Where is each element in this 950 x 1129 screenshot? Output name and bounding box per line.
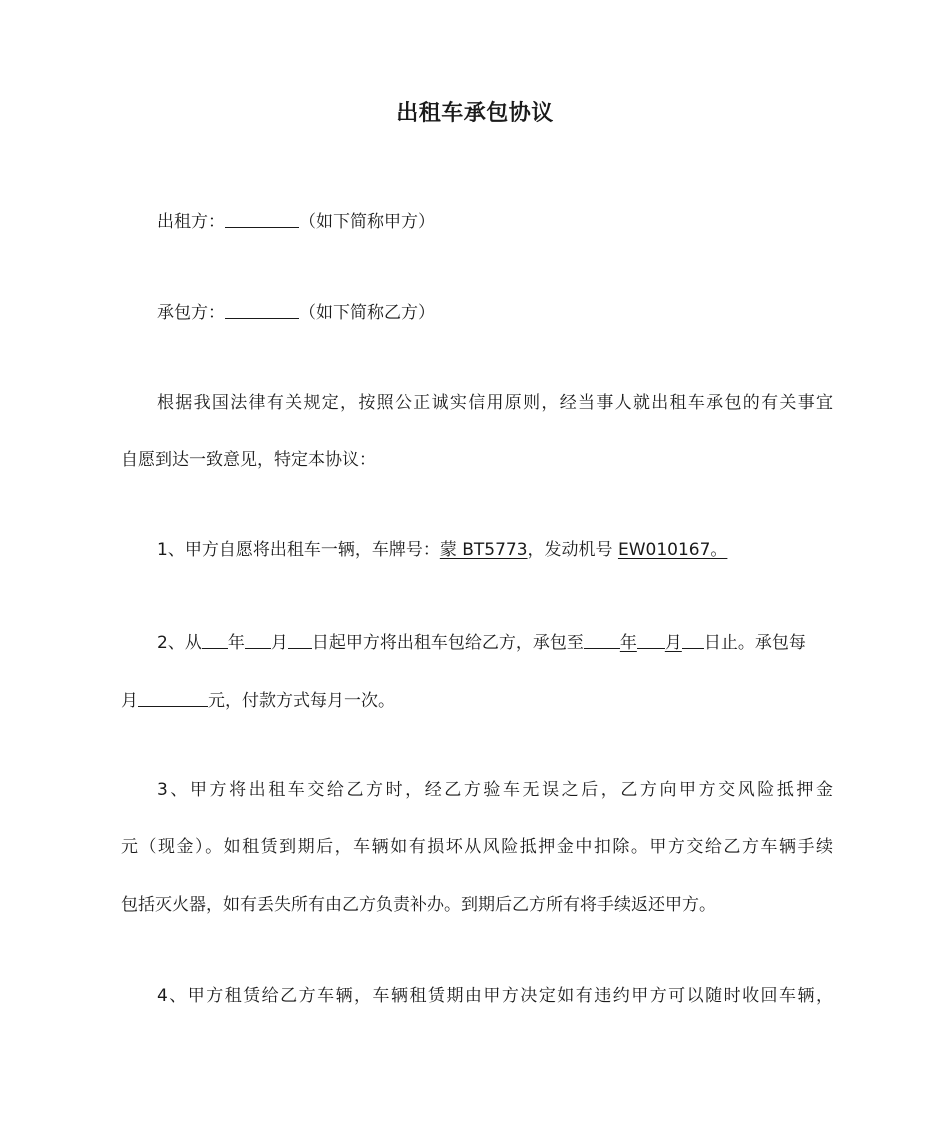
preamble-line-2: 自愿到达一致意见，特定本协议： bbox=[121, 450, 376, 470]
clause-2-text: 日起甲方将出租车包给乙方，承包至 bbox=[311, 633, 584, 653]
clause-2-line-2 bbox=[121, 687, 833, 713]
party-a-line bbox=[157, 208, 833, 234]
clause-3-line-2: 元（现金）。如租赁到期后，车辆如有损坏从风险抵押金中扣除。甲方交给乙方车辆手续 bbox=[121, 837, 833, 857]
engine-number: EW010167。 bbox=[617, 540, 728, 560]
clause-2-text: 日止。承包每 bbox=[703, 633, 806, 653]
license-plate: 蒙 BT5773 bbox=[439, 540, 528, 560]
end-year-blank bbox=[584, 630, 620, 649]
clause-2-text: 年 bbox=[227, 633, 245, 653]
party-a-blank bbox=[225, 209, 299, 228]
start-month-blank bbox=[245, 630, 271, 649]
clause-2-line-1 bbox=[157, 629, 833, 655]
clause-1 bbox=[157, 538, 833, 562]
party-a-label: 出租方： bbox=[157, 212, 225, 232]
clause-1-prefix: 1、甲方自愿将出租车一辆，车牌号： bbox=[157, 540, 440, 560]
clause-2-text: 月 bbox=[121, 691, 138, 711]
start-year-blank bbox=[202, 630, 228, 649]
clause-2-text: 年 bbox=[619, 633, 637, 653]
clause-2-text: 月 bbox=[270, 633, 288, 653]
party-b-blank bbox=[225, 300, 299, 319]
document-title: 出租车承包协议 bbox=[396, 101, 554, 126]
clause-1-mid: ，发动机号 bbox=[527, 540, 618, 560]
preamble-line-1: 根据我国法律有关规定，按照公正诚实信用原则，经当事人就出租车承包的有关事宜 bbox=[157, 393, 833, 413]
party-b-label: 承包方： bbox=[157, 303, 225, 323]
clause-3-line-1: 3、甲方将出租车交给乙方时，经乙方验车无误之后，乙方向甲方交风险抵押金 bbox=[157, 780, 833, 800]
start-day-blank bbox=[288, 630, 312, 649]
clause-4-line-1: 4、甲方租赁给乙方车辆，车辆租赁期由甲方决定如有违约甲方可以随时收回车辆， bbox=[157, 986, 833, 1006]
end-month-blank bbox=[637, 630, 665, 649]
monthly-amount-blank bbox=[138, 688, 208, 707]
party-a-note: （如下简称甲方） bbox=[299, 212, 435, 232]
party-b-line bbox=[157, 299, 833, 325]
end-day-blank bbox=[682, 630, 704, 649]
clause-2-text: 元，付款方式每月一次。 bbox=[208, 691, 395, 711]
clause-2-text: 月 bbox=[664, 633, 682, 653]
party-b-note: （如下简称乙方） bbox=[299, 303, 435, 323]
clause-2-text: 2、从 bbox=[157, 633, 202, 653]
clause-3-line-3: 包括灭火器，如有丢失所有由乙方负责补办。到期后乙方所有将手续返还甲方。 bbox=[121, 895, 716, 915]
